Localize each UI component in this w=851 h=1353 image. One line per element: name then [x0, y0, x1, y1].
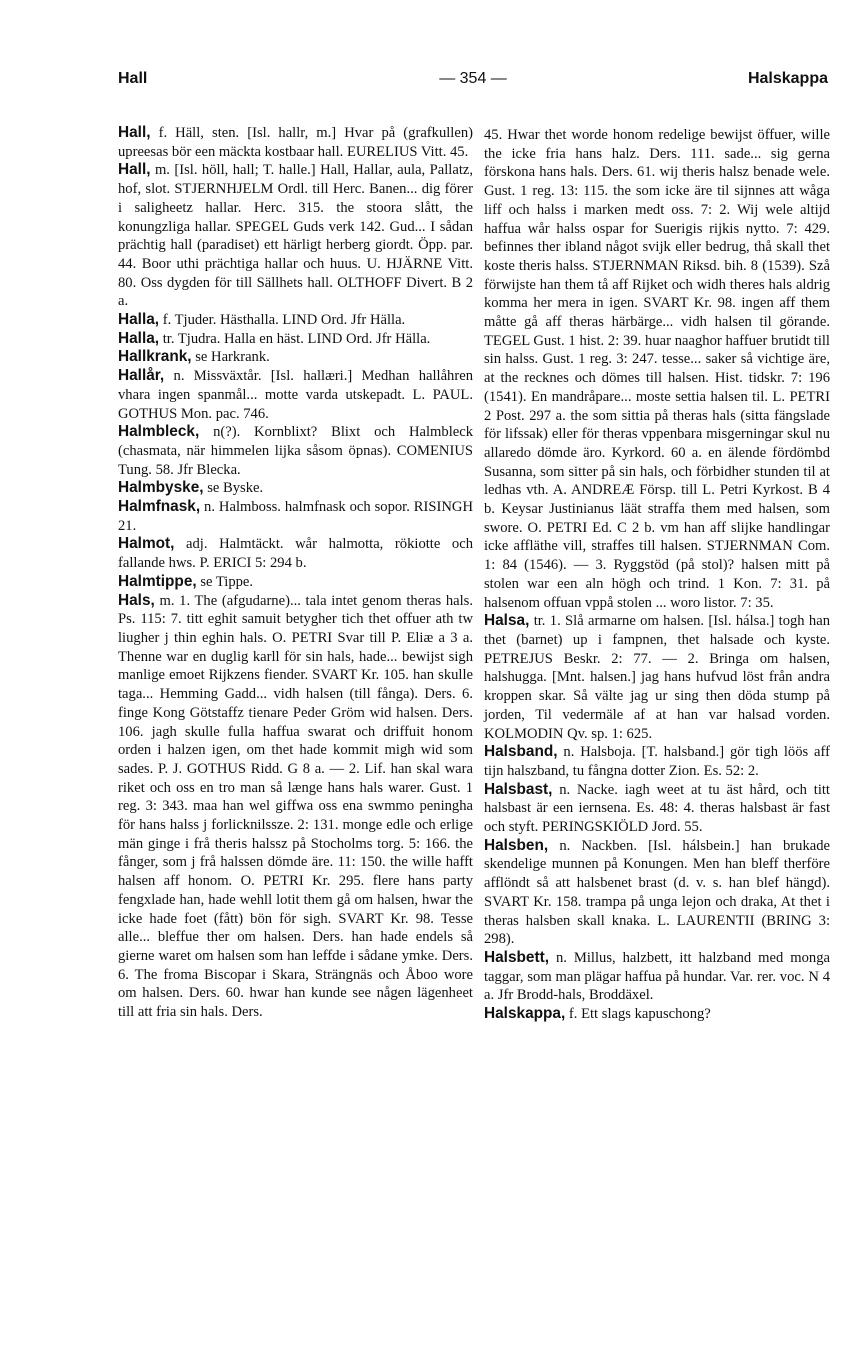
entry-lemma: Halskappa, [484, 1005, 566, 1023]
entry [118, 573, 473, 592]
entry [118, 124, 473, 161]
page-header [118, 70, 828, 100]
entry-lemma: Halmtippe, [118, 572, 197, 590]
entry [118, 348, 473, 367]
entry-lemma: Hals, [118, 591, 155, 609]
header-right-catchword: Halskappa [747, 70, 828, 87]
entry-lemma: Halsbett, [484, 948, 549, 966]
entry-body: f. Ett slags kapuschong? [565, 1006, 711, 1023]
entry-body: 45. Hwar thet worde honom redelige bewijst öffuer, wille the icke fria hans halz. Ders. 111. sade... sig gerna förskona hans hals. Ders. 61. wij theris halsz benade wele. Gust. 1 reg. 13: 115. the som icke äre til sijnnes att wåga liff och halss i marken medt oss. 7: 2. Wij wele altijd haffua wår halss ospar for Suerigis rijkis nytto. 7: 429. befinnes ther ibland något svijk eller bedrug, thå skall thet koste theris halss. STJERNMAN Riksd. bih. 8 (1539). Szå förwijste han them tå aff Rijket och widh theres hals aldrig komma her mera in igen. SVART Kr. 98. ingen aff them måtte gå aff theras härbärge... vidh halsen til görande. TEGEL Gust. 1 hist. 2: 39. huar naaghor haffuer brutidt till sin halss. Gust. 1 reg. 3: 247. tesse... saker så vichtige äre, at the recknes och dömes till halsen. Hist. tidskr. 7: 196 (1541). En mandråpare... moste settia halsen til. L. PETRI 2 Post. 297 a. the som sittia på theras hals (sitta fängslade för lifssak) eller för theras vppenbara misgerningar skul nu allaredo dömde äro. Kyrkord. 60 a. en älende fördömbd Susanna, som sitter på sin hals, och förbidher stunden til at ledhas vth. A. ANDREÆ Försp. till L. Petri Kyrkost. B 4 b. Keysar Justinianus läät straffa them med halsen, som swore. O. PETRI Ed. C 2 b. vm han aff slijke handlingar icke affläthe vill, straffes till halsen. STJERNMAN Com. 1: 84 (1546). — 3. Ryggstöd (på stol)? halsen mitt på stolen war een aln högh och trind. 1 Kon. 7: 31. på halsenom offuan vppå stolen ... woro listor. 7: 35. [484, 127, 830, 611]
entry-body: m. [Isl. höll, hall; T. halle.] Hall, Hallar, aula, Pallatz, hof, slot. STJERNHJELM Ordl. till Herc. Banen... dig förer i saligheetz hallar. Herc. 315. the stoora slått, the konungzliga hallar. SPEGEL Guds verk 142. Gud... I sådan prächtig hall (paradiset) ett härligt herberg giordt. Öpp. par. 44. Boor uthi prächtiga hallar och huus. U. HJÄRNE Vitt. 80. Oss dygden för till Sällhets hall. OLTHOFF Divert. B 2 a. [118, 162, 473, 310]
entry-lemma: Halsben, [484, 836, 549, 854]
entry-body: f. Häll, sten. [Isl. hallr, m.] Hvar på (grafkullen) upreesas bör een mäckta kostbaar hall. EURELIUS Vitt. 45. [118, 125, 473, 160]
entry-lemma: Halmbyske, [118, 479, 204, 497]
entry-lemma: Halsbast, [484, 780, 553, 798]
entry-body: n. Nacke. iagh weet at tu äst hård, och titt halsbast är een iernsena. Es. 48: 4. theras halsbast är fast och styft. PERINGSKIÖLD Jord. 55. [484, 781, 830, 836]
entry [118, 330, 473, 349]
entry-body: n. Halsboja. [T. halsband.] gör tigh löös aff tijn halszband, tu fångna dotter Zion. Es. 52: 2. [484, 744, 830, 779]
entry-body: m. 1. The (afgudarne)... tala intet genom theras hals. Ps. 115: 7. titt eghit samuit betygher tich thet offuer ath tw liugher j thin eghin hals. O. PETRI Svar till P. Eliæ a 3 a. Thenne war en duglig karll för sin hals, hade... bewijst sigh manlige emoet Rijkzens fiender. SVART Kr. 105. han skulle taga... Hemming Gadd... vidh halsen (till fånga). Ders. 6. finge Kong Götstaffz tienare Peder Gröm wid halsen. Ders. 106. jagh skulle fulla haffua swarat och driffuit honom orden i halzen igen, om thet hade kommit migh wid som sades. P. J. GOTHUS Ridd. G 8 a. — 2. Lif. han skal wara riket och oss en tro man så længe hans hals warer. Gust. 1 reg. 3: 343. maa han wel giffwa oss ena swmmo peningha för hans halss j forlicknilssze. 2: 131. monge edle och erlige män ginge i frå theris halssz på Stocholms torg. 5: 166. the fånger, som j frå halssen dömde äre. 11: 150. the wille hafft halsen aff honom. O. PETRI Kr. 295. flere hans party fengxlade han, hade wehll lotit them gå om halsen, hwar the icke hade foet (fått) bön för sigh. SVART Kr. 98. Tesse alle... bleffue ther om halsen. Ders. han hade endels så gierne waret om halsen som han leffde i sådane ymke. Ders. 6. The froma Biscopar i Skara, Strängnäs och Åboo wore om halsen. Ders. 60. hwar han kunde see någen lägenheet till att fria sin hals. Ders. [118, 592, 473, 1021]
entry [118, 311, 473, 330]
entry-body: se Tippe. [196, 573, 254, 590]
entry-body: n. Millus, halzbett, itt halzband med monga taggar, som man plägar haffua på hundar. Var. rer. voc. N 4 a. Jfr Brodd-hals, Broddäxel. [484, 949, 830, 1004]
entry [484, 1005, 830, 1024]
entry [484, 781, 830, 837]
entry-lemma: Halmot, [118, 535, 175, 553]
entry-lemma: Hall, [118, 124, 151, 141]
entry-body: n. Missväxtår. [Isl. hallæri.] Medhan hallåhren vhara ingen spanmål... motte varda utskepadt. L. PAUL. GOTHUS Mon. pac. 746. [118, 368, 473, 422]
entry-body: n(?). Kornblixt? Blixt och Halmbleck (chasmata, när himmelen lijka såsom öpnas). COMENIUS Tung. 58. Jfr Blecka. [118, 424, 473, 478]
entry-lemma: Halmfnask, [118, 498, 201, 516]
entry [118, 535, 473, 572]
entry [118, 161, 473, 311]
entry-body: n. Halmboss. halmfnask och sopor. RISINGH 21. [118, 499, 473, 534]
entry-lemma: Hallår, [118, 367, 165, 385]
entry-lemma: Halsband, [484, 743, 558, 761]
entry-lemma: Halmbleck, [118, 423, 200, 441]
page-number: — 354 — [439, 70, 507, 87]
entry-body: se Harkrank. [191, 349, 270, 366]
entry [484, 612, 830, 743]
entry-body: se Byske. [203, 480, 264, 497]
entry-lemma: Hallkrank, [118, 348, 192, 366]
entry [484, 743, 830, 780]
header-left-catchword: Hall [118, 70, 148, 87]
entry [118, 498, 473, 535]
entry [118, 479, 473, 498]
entry-body: n. Nackben. [Isl. hálsbein.] han brukade skendelige munnen på Konungen. Men han bleff therföre afflöndt så att halsbenet brast (d. v. s. han blef hängd). SVART Kr. 158. trampa på unga lejon och draka, At thet i theras halsben skall knaka. L. LAURENTII (BRING 3: 298). [484, 837, 830, 948]
entry-lemma: Halla, [118, 329, 160, 347]
entry [484, 837, 830, 949]
entry [118, 367, 473, 423]
entry-body: tr. Tjudra. Halla en häst. LIND Ord. Jfr Hälla. [159, 330, 431, 347]
entry [118, 592, 473, 1022]
right-column [484, 126, 830, 1024]
entry-body: adj. Halmtäckt. wår halmotta, rökiotte och fallande hws. P. ERICI 5: 294 b. [118, 536, 473, 572]
left-column [118, 124, 473, 1022]
entry-body: tr. 1. Slå armarne om halsen. [Isl. hálsa.] togh han thet (barnet) up i fampnen, thet halsade och kyste. PETREJUS Beskr. 2: 77. — 2. Bringa om halsen, halshugga. [Mnt. halsen.] jag hans hufvud löst från andra kroppen skar. Så välte jag ur sing then döda stump på jorden, Til vedermäle af at han var halsad vorden. KOLMODIN Qv. sp. 1: 625. [484, 613, 830, 742]
entry-body: f. Tjuder. Hästhalla. LIND Ord. Jfr Hälla. [159, 312, 406, 329]
entry [484, 949, 830, 1005]
entry-lemma: Halsa, [484, 612, 530, 630]
entry [118, 423, 473, 479]
entry-lemma: Halla, [118, 311, 160, 329]
entry-continuation [484, 126, 830, 612]
entry-lemma: Hall, [118, 161, 151, 179]
